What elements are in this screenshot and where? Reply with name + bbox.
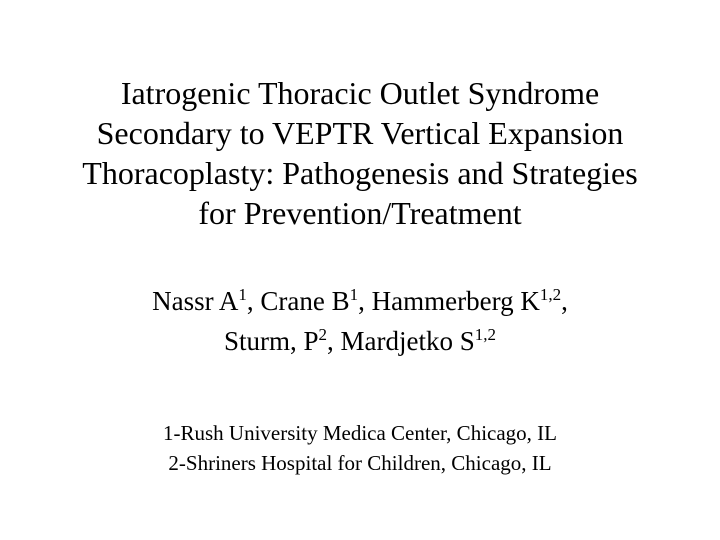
author-separator: ,: [561, 286, 568, 316]
affiliation-line: 2-Shriners Hospital for Children, Chicago, IL: [168, 451, 552, 475]
author-affiliation-marker: 1: [238, 285, 247, 304]
author-name: Mardjetko S: [340, 326, 475, 356]
author-list: [20, 281, 700, 361]
author-name: Crane B: [260, 286, 350, 316]
author-affiliation-marker: 1: [349, 285, 359, 304]
slide-title: [20, 73, 700, 233]
affiliation-line: 1-Rush University Medica Center, Chicago, IL: [163, 421, 557, 445]
title-line: Thoracoplasty: Pathogenesis and Strategies: [82, 155, 638, 191]
author-name: Nassr A: [152, 286, 239, 316]
title-line: for Prevention/Treatment: [198, 195, 522, 231]
author-separator: ,: [327, 326, 341, 356]
affiliation-list: [20, 418, 700, 478]
author-line: [20, 321, 700, 361]
author-affiliation-marker: 1,2: [539, 285, 562, 304]
title-line: Secondary to VEPTR Vertical Expansion: [96, 115, 624, 151]
author-separator: ,: [246, 286, 261, 316]
author-name: Hammerberg K: [371, 286, 540, 316]
author-name: Sturm, P: [223, 326, 319, 356]
title-line: Iatrogenic Thoracic Outlet Syndrome: [120, 75, 600, 111]
author-separator: ,: [358, 286, 372, 316]
author-affiliation-marker: 1,2: [474, 325, 497, 344]
author-line: [20, 281, 700, 321]
author-affiliation-marker: 2: [318, 325, 328, 344]
